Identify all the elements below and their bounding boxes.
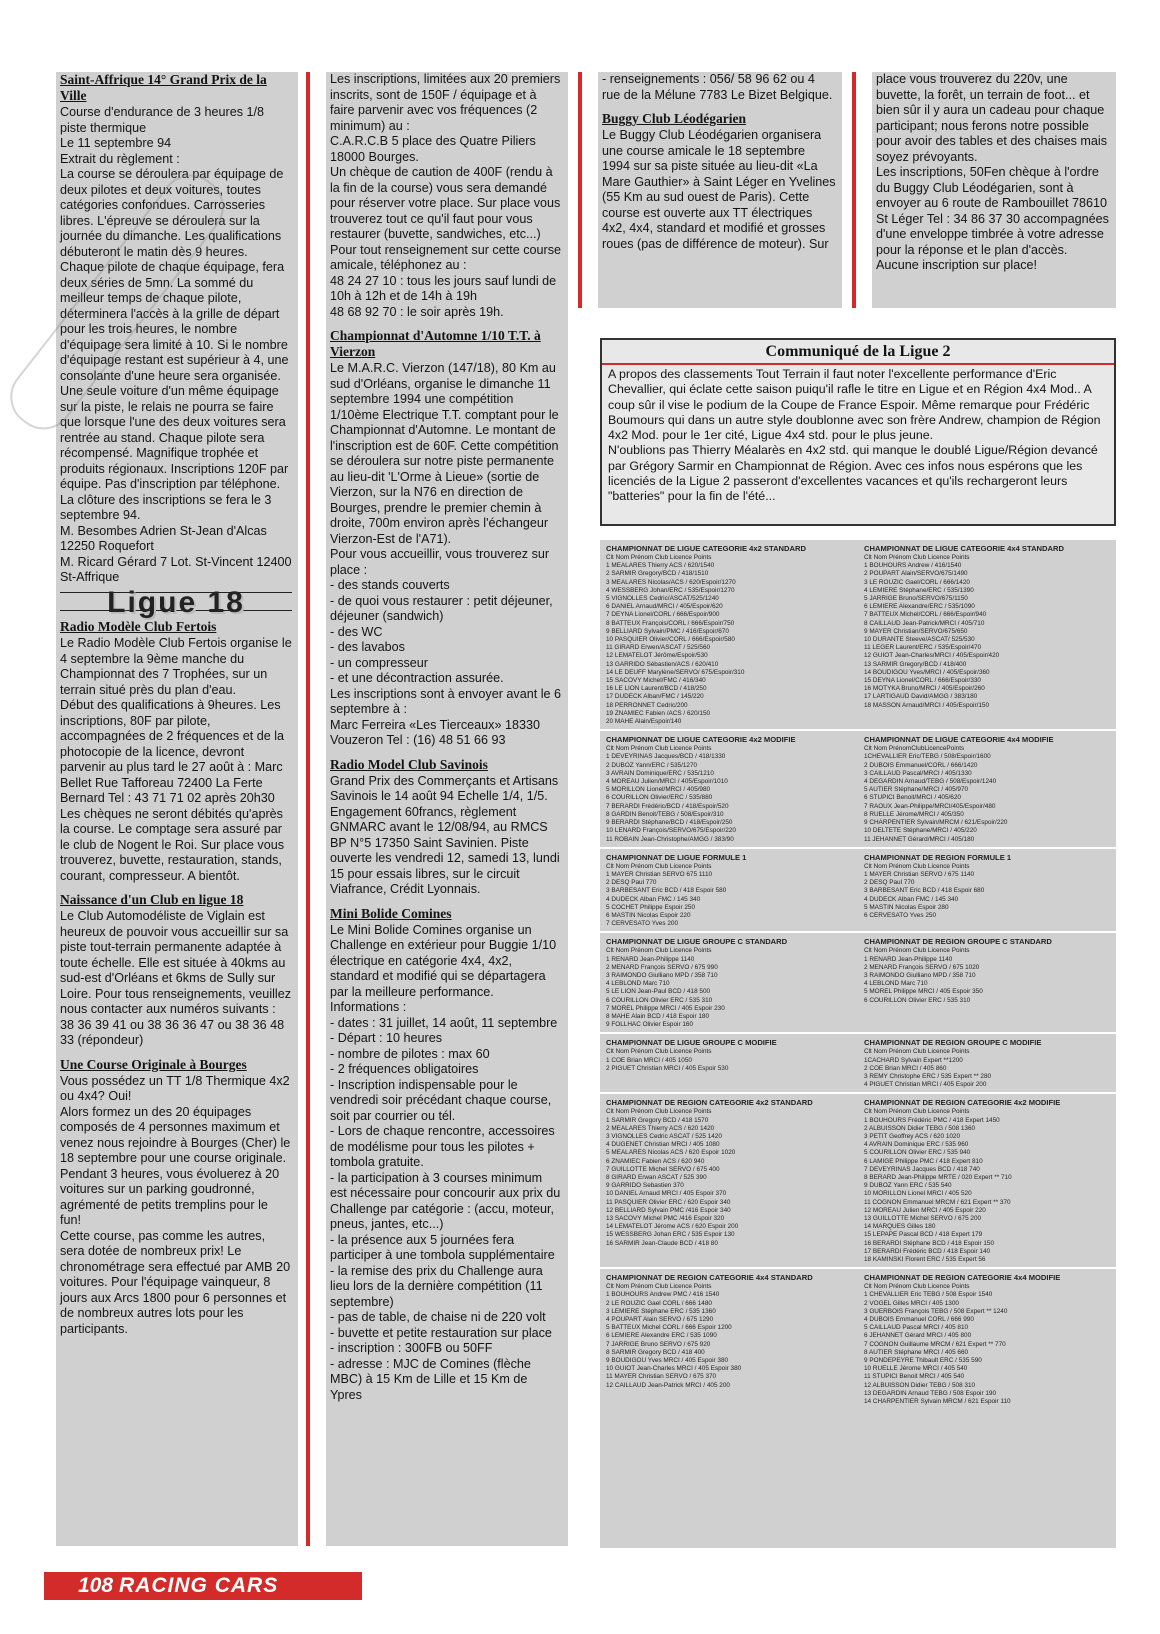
column-divider-1 <box>306 72 310 1546</box>
table-row: 5 MASTIN Nicolas Espoir 280 <box>864 903 949 911</box>
standings-table-title: CHAMPIONNAT DE LIGUE CATEGORIE 4x2 STANDARD <box>606 544 806 553</box>
standings-table <box>864 1034 1110 1089</box>
table-row: 1 MAYER Christian SERVO / 675 1140 <box>864 870 975 878</box>
table-row: 3 BARBESANT Eric BCD / 418 Espoir 680 <box>864 887 985 895</box>
section-body-vierzon <box>330 361 562 749</box>
paragraph: - Inscription indispensable pour le vendredi soir précédant chaque course, soit par courrier ou tél. <box>330 1077 552 1123</box>
table-row: 10 LENARD François/SERVO/675/Espoir/220 <box>606 827 736 835</box>
table-row: 2 POUPART Alain/SERVO/675/1490 <box>864 570 968 578</box>
section-body-leodegarien <box>602 128 836 252</box>
standings-table-title: CHAMPIONNAT DE REGION CATEGORIE 4x2 MODIFIE <box>864 1098 1061 1108</box>
table-row: 2 DUBOIS Emmanuel/CORL / 666/1420 <box>864 761 978 769</box>
standings-table-title: CHAMPIONNAT DE REGION CATEGORIE 4x4 STANDARD <box>606 1273 813 1283</box>
page-number: 108 <box>78 1574 114 1597</box>
standings-table-header: Clt Nom Prénom Club Licence Points <box>606 745 712 753</box>
standings-table <box>864 849 1110 929</box>
standings-table-title: CHAMPIONNAT DE LIGUE CATEGORIE 4x4 MODIFIE <box>864 735 1054 745</box>
table-row: 6 LEMIERE Alexandre ERC / 535 1090 <box>606 1332 717 1340</box>
table-row: 5 MOREL Philippe MRCI / 405 Espoir 350 <box>864 988 983 996</box>
paragraph: Grand Prix des Commerçants et Artisans Savinois le 14 août 94 Echelle 1/4, 1/5. <box>330 773 559 803</box>
table-row: 1 MEALARES Thierry ACS / 620/1540 <box>606 562 715 570</box>
table-row: 8 MAHE Alain BCD / 418 Espoir 180 <box>606 1012 710 1020</box>
table-row: 5 COCHET Philippe Espoir 250 <box>606 903 696 911</box>
section-title-leodegarien: Buggy Club Léodégarien <box>602 111 747 126</box>
table-row: 19 ZNAMIEC Fabien /ACS / 620/150 <box>606 709 711 717</box>
table-row: 12 CAILLAUD Jean-Patrick MRCI / 405 200 <box>606 1381 730 1389</box>
table-row: 11 PASQUIER Olivier ERC / 620 Espoir 340 <box>606 1198 731 1206</box>
standings-table-header: Clt Nom Prénom Club Licence Points <box>864 1108 970 1116</box>
table-row: 16 SARMIR Jean-Claude BCD / 418 80 <box>606 1239 718 1247</box>
table-row: 17 LARTIGAUD David/AMGG / 383/180 <box>864 693 978 701</box>
standings-table-header: Clt Nom Prénom Club Licence Points <box>606 1048 712 1056</box>
paragraph: M. Besombes Adrien St-Jean d'Alcas 12250 Roquefort <box>60 523 267 553</box>
paragraph: Le Club Automodéliste de Viglain est heureux de pouvoir vous accueillir sur sa piste tout-terrain permanente adaptée à toute échelle. Elle est située à 40kms au sud-est d'Orléans et 6kms de Sully sur Loire. Pour tous renseignements, veuillez nous contacter aux numéros suivants : <box>60 909 292 1016</box>
table-row: 10 PASQUIER Olivier/CORL / 666/Espoir/580 <box>606 636 735 644</box>
table-row: 6 LEMIERE Alexandre/ERC / 535/1090 <box>864 603 975 611</box>
table-row: 2 DESQ Paul 770 <box>864 879 915 887</box>
table-row: 6 MASTIN Nicolas Espoir 220 <box>606 911 691 919</box>
section-body-naissance-club <box>60 909 292 1049</box>
table-row: 15 WESSBERG Johan ERC / 535 Espoir 130 <box>606 1231 735 1239</box>
table-row: 2 MEALARES Thierry ACS / 620 1420 <box>606 1124 715 1132</box>
paragraph: Le Mini Bolide Comines organise un Challenge en extérieur pour Buggie 1/10 électrique en catégorie 4x4, 4x2, standard et modifié qui se départagera par la meilleure performance. <box>330 922 557 999</box>
standings-table-title: CHAMPIONNAT DE LIGUE FORMULE 1 <box>606 852 747 862</box>
table-row: 2 MENARD François SERVO / 675 1020 <box>864 963 980 971</box>
table-row: 12 ALBUISSON Didier TEBG / 508 310 <box>864 1381 976 1389</box>
table-row: 7 CERVESATO Yves 200 <box>606 920 678 928</box>
table-row: 4 DUBOIS Emmanuel CORL / 666 990 <box>864 1316 974 1324</box>
paragraph: La course se déroulera par équipage de deux pilotes et deux voitures, toutes catégories confondues. Carrosseries libres. L'épreuve se déroulera sur la journée du dimanche. Les qualifications débuteront le matin dès 9 heures. Chaque pilote de chaque équipage, fera deux séries de 5mn. La sommé du meilleur temps de chaque pilote, déterminera l'accès à la grille de départ pour les trois heures, le nombre d'équipage sera limité à 10. Si le nombre d'équipage restant est supérieur à 4, une consolante d'une heure sera organisée. Une seule voiture d'un même équipage sur la piste, le relais ne pourra se faire que lorsque l'une des deux voitures sera rentrée au stand. Chaque pilote sera récompensé. Magnifique trophée et produits régionaux. Inscriptions 120F par équipe. Pas d'inscription par téléphone. La clôture des inscriptions se fera le 3 septembre 94. <box>60 167 289 522</box>
standings-table-header: Clt Nom Prénom Club Licence Points <box>864 1283 970 1291</box>
table-row: 11 ROBAIN Jean-Christophe/AMGG / 383/90 <box>606 835 734 843</box>
table-row: 9 PONDEPEYRE Thibault ERC / 535 590 <box>864 1357 982 1365</box>
table-row: 1 RENARD Jean-Philippe 1140 <box>864 955 953 963</box>
table-row: 8 SARMIR Gregory BCD / 418 400 <box>606 1348 705 1356</box>
paragraph: Marc Ferreira «Les Tierceaux» 18330 Vouzeron Tel : (16) 48 51 66 93 <box>330 717 540 747</box>
standings-table-title: CHAMPIONNAT DE REGION FORMULE 1 <box>864 852 1012 862</box>
standings-table-header: Clt Nom Prénom Club Licence Points <box>864 947 970 955</box>
section-body-bourges-continued <box>330 72 562 320</box>
paragraph: 38 36 39 41 ou 38 36 36 47 ou 38 36 48 33 (répondeur) <box>60 1017 285 1047</box>
table-row: 3 REMY Christophe ERC / 535 Expert ** 280 <box>864 1072 992 1080</box>
standings-table <box>864 1094 1110 1264</box>
table-row: 4 WESSBERG Johan/ERC / 535/Espoir/1270 <box>606 586 735 594</box>
table-row: 12 GUIOT Jean-Charles/MRCI / 405/Espoir/420 <box>864 652 1000 660</box>
paragraph: Les inscriptions, limitées aux 20 premiers inscrits, sont de 150F / équipage et à faire parvenir avec vos fréquences (2 minimum) au : <box>330 72 561 133</box>
paragraph: Le M.A.R.C. Vierzon (147/18), 80 Km au sud d'Orléans, organise le dimanche 11 septembre 1994 une compétition 1/10ème Electrique T.T. comptant pour le Championnat d'Automne. Le montant de l'inscription est de 60F. Cette compétition se déroulera sur notre piste permanente au lieu-dit 'L'Orme à Lieue» (sortie de Vierzon, sur la N76 en direction de Bourges, prendre le premier chemin à droite, 700m environ après l'échangeur Vierzon-Est de l'A71). <box>330 361 559 546</box>
standings-table-header: Clt Nom Prénom Club Licence Points <box>864 862 970 870</box>
table-row: 3 CAILLAUD Pascal/MRCI / 405/1330 <box>864 769 972 777</box>
paragraph: - et une décontraction assurée. <box>330 671 504 685</box>
standings-table <box>606 731 852 843</box>
table-row: 5 COURILLON Olivier ERC / 535 940 <box>864 1149 971 1157</box>
table-row: 5 JARRIGE Bruno/SERVO/675/1150 <box>864 595 968 603</box>
paragraph: C.A.R.C.B 5 place des Quatre Piliers 18000 Bourges. <box>330 134 536 164</box>
table-row: 10 DANIEL Arnaud MRCI / 405 Espoir 370 <box>606 1190 727 1198</box>
table-row: 5 MEALARES Nicolas ACS / 620 Espoir 1020 <box>606 1149 736 1157</box>
table-row: 6 DANIEL Arnaud/MRCI / 405/Espoir/620 <box>606 603 723 611</box>
paragraph: - de quoi vous restaurer : petit déjeuner, déjeuner (sandwich) <box>330 593 553 623</box>
table-row: 2 COE Brian MRCI / 405 860 <box>864 1064 947 1072</box>
table-row: 8 RUELLE Jérome/MRCI / 405/350 <box>864 810 964 818</box>
paragraph: 48 68 92 70 : le soir après 19h. <box>330 304 504 319</box>
table-row: 1 BOUHOURS Andrew PMC / 416 1540 <box>606 1291 720 1299</box>
standings-table-header: Clt Nom Prénom Club Licence Points <box>864 554 970 561</box>
table-row: 8 AUTIER Stéphane MRCI / 405 660 <box>864 1348 969 1356</box>
paragraph: N'oublions pas Thierry Méalarès en 4x2 std. qui manque le doublé Ligue/Région devancé par Grégory Sarmir en Championnat de Région. Avec ces infos nous espérons que les licenciés de la Ligue 2 passeront d'excellentes vacances et qu'ils rechargeront leurs "batteries" pour la fin de l'été... <box>608 443 1098 504</box>
table-row: 7 GUILLOTTE Michel SERVO / 675 400 <box>606 1165 720 1173</box>
table-row: 8 BATTEUX François/CORL / 666/Espoir/750 <box>606 619 735 627</box>
table-row: 4 MOREAU Julien/MRCI / 405/Espoir/1010 <box>606 778 728 786</box>
standings-table-title: CHAMPIONNAT DE REGION GROUPE C MODIFIE <box>864 1038 1042 1048</box>
table-row: 5 CAILLAUD Pascal MRCI / 405 810 <box>864 1324 969 1332</box>
table-row: 13 SARMIR Gregory/BCD / 418/400 <box>864 660 967 668</box>
standings-grid <box>606 540 1110 1406</box>
table-row: 9 MAYER Christian/SERVO/675/650 <box>864 627 968 635</box>
paragraph: Pour vous accueillir, vous trouverez sur place : <box>330 547 550 577</box>
section-title-comines: Mini Bolide Comines <box>330 905 452 921</box>
section-body-comines-continued <box>602 72 836 103</box>
standings-table-header: Clt Nom Prénom Club Licence Points <box>606 1108 712 1116</box>
table-row: 4 LEBLOND Marc 710 <box>864 980 928 988</box>
section-title-fertois: Radio Modèle Club Fertois <box>60 619 217 634</box>
table-row: 11 LEGER Laurent/ERC / 535/Espoir/470 <box>864 644 982 652</box>
standings-table <box>864 933 1110 1029</box>
table-row: 6 CERVESATO Yves 250 <box>864 911 936 919</box>
table-row: 8 GARDIN Benoit/TEBG / 508/Espoir/310 <box>606 810 724 818</box>
table-row: 4 PIGUET Christian MRCI / 405 Espoir 200 <box>864 1081 987 1089</box>
table-row: 4 DUDECK Alban FMC / 145 340 <box>606 895 701 903</box>
paragraph: Le Radio Modèle Club Fertois organise le 4 septembre la 9ème manche du Championnat des 7 Trophées, sur un terrain situé près du plan d'eau. <box>60 636 292 697</box>
table-row: 6 LAMIGE Philippe PMC / 418 Expert 810 <box>864 1157 983 1165</box>
standings-table-header: Clt Nom Prénom Club Licence Points <box>606 862 712 870</box>
ligue-18-heading: Ligue 18 <box>60 592 292 612</box>
table-row: 4 DUGENET Christian MRCI / 405 1080 <box>606 1141 720 1149</box>
table-row: 9 CHARPENTIER Sylvain/MRCM / 621/Espoir/220 <box>864 819 1008 827</box>
standings-panel <box>600 540 1116 1548</box>
table-row: 2 ALBUISSON Didier TEBG / 508 1360 <box>864 1124 976 1132</box>
table-row: 1 SARMIR Gregory BCD / 418 1570 <box>606 1116 709 1124</box>
paragraph: Engagement 60francs, règlement GNMARC avant le 12/08/94, au RMCS BP N°5 17350 Saint Savinien. Piste ouverte les vendredi 12, samedi 13, lundi 15 pour essais libres, sur le circuit Viafrance, Crédit Lyonnais. <box>330 804 560 896</box>
table-row: 1 MAYER Christian SERVO 675 1110 <box>606 870 713 878</box>
table-row: 2 PIGUET Christian MRCI / 405 Espoir 530 <box>606 1064 729 1072</box>
section-title-savinois: Radio Model Club Savinois <box>330 756 488 772</box>
table-row: 3 PETIT Geoffrey ACS / 620 1020 <box>864 1132 961 1140</box>
table-row: 5 MORILLON Lionel/MRCI / 405/980 <box>606 786 711 794</box>
paragraph: - la présence aux 5 journées fera participer à une tombola supplémentaire <box>330 1232 555 1262</box>
paragraph: Pendant 3 heures, vous évoluerez à 20 voitures sur un parking goudronné, agrémenté de petits tremplins pour le fun! <box>60 1166 280 1227</box>
table-row: 5 AUTIER Stéphane/MRCI / 405/970 <box>864 786 969 794</box>
table-row: 14 CHARPENTIER Sylvain MRCM / 621 Espoir 110 <box>864 1398 1011 1406</box>
table-row: 18 PERRONNET Cedric/200 <box>606 701 688 709</box>
table-row: 12 LEMATELOT Jérôme/Espoir/530 <box>606 652 708 660</box>
paragraph: Le 11 septembre 94 <box>60 136 172 150</box>
standings-table-title: CHAMPIONNAT DE LIGUE GROUPE C MODIFIE <box>606 1038 777 1048</box>
table-row: 9 GARRIDO Sebastien 370 <box>606 1182 684 1190</box>
table-row: 7 MOREL Philippe MRCI / 405 Espoir 230 <box>606 1004 725 1012</box>
paragraph: Les inscriptions sont à envoyer avant le 6 septembre à : <box>330 686 562 716</box>
paragraph: - adresse : MJC de Comines (flèche MBC) à 15 Km de Lille et 15 Km de Ypres <box>330 1356 531 1402</box>
table-row: 3 RAIMONDO Giulliano MPD / 358 710 <box>864 971 976 979</box>
table-row: 7 DEVEYRINAS Jacques BCD / 418 740 <box>864 1165 980 1173</box>
section-title-vierzon: Championnat d'Automne 1/10 T.T. à Vierzon <box>330 328 541 359</box>
magazine-name: RACING CARS <box>119 1574 279 1597</box>
paragraph: M. Ricard Gérard 7 Lot. St-Vincent 12400 St-Affrique <box>60 554 292 584</box>
table-row: 16 BERARDI Stéphane BCD / 418 Espoir 150 <box>864 1239 995 1247</box>
table-row: 13 SACOVY Michel PMC /416 Espoir 320 <box>606 1215 725 1223</box>
standings-table-header: Clt Nom Prénom Club Licence Points <box>606 1283 712 1291</box>
paragraph: - renseignements : 056/ 58 96 62 ou 4 rue de la Mélune 7783 Le Bizet Belgique. <box>602 72 833 102</box>
paragraph: A propos des classements Tout Terrain il faut noter l'excellente performance d'Eric Chevallier, qui éclate cette saison puiqu'il rafle le titre en Ligue et en Région 4x4 Mod.. A coup sûr il vise le podium de la Coupe de France Espoir. Même remarque pour Frédéric Boumours qui dans un autre style doublonne avec son frère Andrew, champion de Région 4x2 Mod. pour le 1er cité, Ligue 4x4 std. pour le plus jeune. <box>608 367 1101 443</box>
paragraph: - dates : 31 juillet, 14 août, 11 septembre <box>330 1015 558 1030</box>
table-row: 9 BOUDIGOU Yves MRCI / 405 Espoir 380 <box>606 1357 729 1365</box>
standings-table <box>864 540 1110 726</box>
table-row: 2 DUBOZ Yann/ERC / 535/1270 <box>606 761 698 769</box>
table-row: 10 GUIOT Jean-Charles MRCI / 405 Espoir 380 <box>606 1365 742 1373</box>
table-row: 4 POUPART Alain SERVO / 675 1290 <box>606 1316 714 1324</box>
paragraph: place vous trouverez du 220v, une buvette, la forêt, un terrain de foot... et bien sûr il y aura un cadeau pour chaque participant; nous ferons notre possible pour avoir des tables et des chaises mais soyez prévoyants. <box>876 72 1108 164</box>
table-row: 10 DURANTE Steeve/ASCAT/ 525/530 <box>864 636 975 644</box>
table-row: 7 DEYNA Lionel/CORL / 666/Espoir/900 <box>606 611 720 619</box>
table-row: 1 BOUHOURS Andrew / 416/1540 <box>864 562 962 570</box>
table-row: 13 GARRIDO Sébastien/ACS / 620/410 <box>606 660 719 668</box>
table-row: 7 JARRIGE Bruno SERVO / 675 920 <box>606 1340 711 1348</box>
table-row: 20 MAHE Alain/Espoir/140 <box>606 718 682 726</box>
table-row: 17 BERARDI Frédéric BCD / 418 Espoir 140 <box>864 1247 991 1255</box>
paragraph: Course d'endurance de 3 heures 1/8 piste thermique <box>60 105 265 135</box>
standings-table-title: CHAMPIONNAT DE LIGUE CATEGORIE 4x4 STANDARD <box>864 544 1064 553</box>
table-row: 6 COURILLON Olivier/ERC / 535/880 <box>606 794 713 802</box>
table-row: 2 DESQ Paul 770 <box>606 879 657 887</box>
standings-table-header: Clt Nom Prénom Club Licence Points <box>606 947 712 955</box>
communique-text <box>608 367 1108 505</box>
table-row: 15 SACOVY Michel/FMC / 416/340 <box>606 677 706 685</box>
paragraph: Cette course, pas comme les autres, sera dotée de nombreux prix! Le chronométrage sera effectué par AMB 20 voitures. Pour l'équipage vainqueur, 8 jours aux Arcs 1800 pour 6 personnes et de nombreux autres lots pour les participants. <box>60 1228 291 1336</box>
section-body-fertois <box>60 636 292 884</box>
standings-table-title: CHAMPIONNAT DE REGION CATEGORIE 4x4 MODIFIE <box>864 1273 1061 1283</box>
table-row: 6 JEHANNET Gérard MRCI / 405 800 <box>864 1332 972 1340</box>
section-title-saint-affrique: Saint-Affrique 14° Grand Prix de la Ville <box>60 72 267 103</box>
table-row: 4 AVRAIN Dominique ERC / 535 960 <box>864 1141 969 1149</box>
table-row: 7 RAOUX Jean-Philippe/MRCI/405/Espoir/480 <box>864 802 996 810</box>
table-row: 11 STUPICI Benoit MRCI / 405 540 <box>864 1373 965 1381</box>
table-row: 18 MASSON Arnaud/MRCI / 405/Espoir/150 <box>864 701 990 709</box>
paragraph: Vous possédez un TT 1/8 Thermique 4x2 ou 4x4? Oui! <box>60 1073 290 1103</box>
page-footer <box>44 1572 362 1600</box>
paragraph: - des lavabos <box>330 640 405 654</box>
table-row: 13 DEGARDIN Arnaud TEBG / 508 Espoir 190 <box>864 1389 997 1397</box>
paragraph: Le Buggy Club Léodégarien organisera une course amicale le 18 septembre 1994 sur sa piste située au lieu-dit «La Mare Gauthier» à Saint Léger en Yvelines (55 Km au sud ouest de Paris). Cette course est ouverte aux TT électriques 4x2, 4x4, standard et modifié et grosses roues (pas de différence de moteur). Sur <box>602 128 836 251</box>
table-row: 12 MOREAU Julien MRCI / 405 Espoir 220 <box>864 1206 986 1214</box>
column-4 <box>872 72 1116 308</box>
table-row: 3 MEALARES Nicolas/ACS / 620/Espoir/1270 <box>606 578 736 586</box>
standings-table <box>606 849 852 929</box>
table-row: 3 LE ROUZIC Gael/CORL / 666/1420 <box>864 578 970 586</box>
paragraph: - Lors de chaque rencontre, accessoires de modélisme pour tous les pilotes + tombola gratuite. <box>330 1124 555 1169</box>
table-row: 11 COGNON Emmanuel MRCM / 621 Expert ** 370 <box>864 1198 1011 1206</box>
table-row: 3 RAIMONDO Giulliano MPD / 358 710 <box>606 971 718 979</box>
standings-table-header: Clt Nom Prénom Club Licence Points <box>864 1048 970 1056</box>
table-row: 14 BOUDIGOU Yves/MRCI / 405/Espoir/360 <box>864 668 990 676</box>
paragraph: Extrait du règlement : <box>60 151 180 166</box>
table-row: 11 GIRARD Erwen/ASCAT / 525/560 <box>606 644 711 652</box>
paragraph: - 2 fréquences obligatoires <box>330 1062 479 1076</box>
column-2 <box>326 72 568 1546</box>
table-row: 1 COE Brian MRCI / 405 1050 <box>606 1056 692 1064</box>
table-row: 5 VIGNOLLES Cedric/ASCAT/525/1240 <box>606 595 719 603</box>
section-title-course-originale: Une Course Originale à Bourges <box>60 1056 247 1072</box>
standings-table-title: CHAMPIONNAT DE LIGUE CATEGORIE 4x2 MODIFIE <box>606 735 796 745</box>
table-row: 10 MORILLON Lionel MRCI / 405 520 <box>864 1190 972 1198</box>
table-row: 18 KAMINSKI Florent ERC / 535 Expert 56 <box>864 1256 986 1264</box>
table-row: 1 BOUHOURS Frédéric PMC / 418 Expert 1450 <box>864 1116 1000 1124</box>
table-row: 9 BELLIARD Sylvain/PMC / 416/Espoir/670 <box>606 627 729 635</box>
standings-table-header: Clt Nom Prénom Club Licence Points <box>606 554 712 561</box>
table-row: 12 BELLIARD Sylvain PMC /416 Espoir 340 <box>606 1206 731 1214</box>
table-row: 1 DEVEYRINAS Jacques/BCD / 418/1330 <box>606 753 726 761</box>
table-row: 3 LEMIERE Stéphane ERC / 535 1360 <box>606 1307 716 1315</box>
table-row: 13 GUILLOTTE Michel SERVO / 675 200 <box>864 1215 982 1223</box>
paragraph: - des WC <box>330 624 383 639</box>
table-row: 7 BERARDI Frédéric/BCD / 418/Espoir/520 <box>606 802 729 810</box>
table-row: 6 COURILLON Olivier ERC / 535 310 <box>864 996 971 1004</box>
table-row: 3 GUERBOIS François TEBG / 508 Expert ** 1240 <box>864 1307 1008 1315</box>
standings-table <box>606 1094 852 1264</box>
table-row: 15 DEYNA Lionel/CORL / 666/Espoir/330 <box>864 677 981 685</box>
table-row: 3 BARBESANT Eric BCD / 418 Espoir 580 <box>606 887 727 895</box>
table-row: 15 LEPAPE Pascal BCD / 418 Expert 179 <box>864 1231 983 1239</box>
paragraph: Les inscriptions, 50Fen chèque à l'ordre du Buggy Club Léodégarien, sont à envoyer au 6 route de Rambouillet 78610 St Léger Tel : 34 86 37 30 accompagnées d'une enveloppe timbrée à votre adresse pour la réponse et le plan d'accès. Aucune inscription sur place! <box>876 165 1109 272</box>
paragraph: - pas de table, de chaise ni de 220 volt <box>330 1310 546 1324</box>
table-row: 10 DELTETE Stéphane/MRCI / 405/220 <box>864 827 977 835</box>
section-title-naissance-club: Naissance d'un Club en ligue 18 <box>60 892 244 907</box>
column-divider-3 <box>852 72 856 308</box>
paragraph: Informations : <box>330 1000 407 1014</box>
table-row: 2 LE ROUZIC Gael CORL / 666 1480 <box>606 1299 712 1307</box>
table-row: 11 JEHANNET Gérard/MRCI / 405/180 <box>864 835 975 843</box>
table-row: 1CACHARD Sylvain Expert **1200 <box>864 1056 963 1064</box>
communique-title: Communiqué de la Ligue 2 <box>602 342 1114 365</box>
table-row: 3 VIGNOLLES Cedric ASCAT / 525 1420 <box>606 1132 722 1140</box>
table-row: 7 BATTEUX Michel/CORL / 666/Espoir/940 <box>864 611 987 619</box>
standings-table <box>606 1269 852 1406</box>
table-row: 8 CAILLAUD Jean-Patrick/MRCI / 405/710 <box>864 619 985 627</box>
paragraph: Les chèques ne seront débités qu'après la course. Le comptage sera assuré par le club de Nogent le Roi. Sur place vous trouverez, buvette, restauration, stands, courant, compresseur. A bientôt. <box>60 806 285 883</box>
communique-box <box>600 338 1116 526</box>
table-row: 14 MARQUES Gilles 180 <box>864 1223 936 1231</box>
column-3 <box>598 72 842 308</box>
table-row: 16 MOTYKA Bruno/MRCI / 405/Espoir/260 <box>864 685 985 693</box>
paragraph: - inscription : 300FB ou 50FF <box>330 1341 493 1355</box>
table-row: 6 STUPICI Benoit/MRCI / 405/620 <box>864 794 961 802</box>
table-row: 6 ZNAMIEC Fabien ACS / 620 940 <box>606 1157 705 1165</box>
section-body-comines <box>330 923 562 1404</box>
column-divider-2 <box>578 72 582 308</box>
paragraph: - buvette et petite restauration sur place <box>330 1325 552 1340</box>
table-row: 4 LEBLOND Marc 710 <box>606 980 670 988</box>
table-row: 4 DEGARDIN Arnaud/TEBG / 508/Espoir/1240 <box>864 778 997 786</box>
table-row: 7 COGNON Guillaume MRCM / 621 Expert ** 770 <box>864 1340 1006 1348</box>
table-row: 6 COURILLON Olivier ERC / 535 310 <box>606 996 713 1004</box>
table-row: 9 BERARDI Stéphane/BCD / 418/Espoir/250 <box>606 819 733 827</box>
standings-table-title: CHAMPIONNAT DE LIGUE GROUPE C STANDARD <box>606 937 788 947</box>
table-row: 8 BERARD Jean-Philippe MRTE / 020 Expert ** 710 <box>864 1174 1012 1181</box>
standings-table <box>864 1269 1110 1406</box>
standings-table-header: Clt Nom PrénomClubLicencePoints <box>864 745 965 753</box>
table-row: 9 FOLLHAC Olivier Espoir 160 <box>606 1021 694 1029</box>
paragraph: - un compresseur <box>330 655 428 670</box>
table-row: 8 GIRARD Erwan ASCAT / 525 390 <box>606 1174 707 1181</box>
table-row: 2 MENARD François SERVO / 675 990 <box>606 963 718 971</box>
standings-table <box>606 540 852 726</box>
paragraph: 48 24 27 10 : tous les jours sauf lundi de 10h à 12h et de 14h à 19h <box>330 273 557 303</box>
table-row: 16 LE LION Laurent/BCD / 418/250 <box>606 685 707 693</box>
table-row: 1CHEVALLIER Eric/TEBG / 508/Espoir/1600 <box>864 753 991 761</box>
table-row: 5 BATTEUX Michel CORL / 666 Espoir 1200 <box>606 1324 732 1332</box>
standings-table-title: CHAMPIONNAT DE REGION GROUPE C STANDARD <box>864 937 1052 947</box>
section-body-savinois <box>330 774 562 898</box>
paragraph: - Départ : 10 heures <box>330 1031 443 1045</box>
paragraph: - des stands couverts <box>330 578 450 592</box>
table-row: 3 AVRAIN Dominique/ERC / 535/1210 <box>606 769 714 777</box>
section-body-course-originale <box>60 1074 292 1338</box>
table-row: 9 DUBOZ Yann ERC / 535 540 <box>864 1182 952 1190</box>
standings-table <box>606 1034 852 1089</box>
table-row: 1 CHEVALLIER Eric TEBG / 508 Espoir 1540 <box>864 1291 993 1299</box>
table-row: 1 RENARD Jean-Philippe 1140 <box>606 955 695 963</box>
paragraph: Un chèque de caution de 400F (rendu à la fin de la course) vous sera demandé pour réserver votre place. Sur place vous trouverez tout ce qu'il faut pour vous restaurer (buvette, sandwiches, etc...) Pour tout renseignement sur cette course amicale, téléphonez au : <box>330 165 562 272</box>
standings-table <box>864 731 1110 843</box>
table-row: 14 LEMATELOT Jérome ACS / 620 Espoir 200 <box>606 1223 739 1231</box>
table-row: 5 LE LION Jean-Paul BCD / 418 500 <box>606 988 711 996</box>
paragraph: Début des qualifications à 9heures. Les inscriptions, 80F par pilote, accompagnées de 2 fréquences et de la photocopie de la licence, devront parvenir au plus tard le 27 août à : Marc Bellet Rue Tafforeau 72400 La Ferte Bernard Tel : 43 71 71 02 après 20h30 <box>60 698 285 805</box>
paragraph: - la remise des prix du Challenge aura lieu lors de la dernière compétition (11 septembre) <box>330 1263 543 1309</box>
table-row: 4 DUDECK Alban FMC / 145 340 <box>864 895 959 903</box>
paragraph: Alors formez un des 20 équipages composés de 4 personnes maximum et venez nous rejoindre à Bourges (Cher) le 18 septembre pour une course originale. <box>60 1104 291 1165</box>
section-body-leodegarien-continued <box>876 72 1110 274</box>
table-row: 17 DUDECK Alban/FMC / 145/220 <box>606 693 704 701</box>
table-row: 10 RUELLE Jérome MRCI / 405 540 <box>864 1365 968 1373</box>
table-row: 14 LE DEUFF Marylène/SERVO/ 675/Espoir/310 <box>606 668 745 676</box>
table-row: 4 LEMIERE Stéphane/ERC / 535/1390 <box>864 586 974 594</box>
paragraph: - la participation à 3 courses minimum est nécessaire pour concourir aux prix du Challenge par catégorie : (accu, moteur, pneus, jantes, etc...) <box>330 1170 561 1231</box>
paragraph: - nombre de pilotes : max 60 <box>330 1046 490 1061</box>
table-row: 2 SARMIR Gregory/BCD / 418/1510 <box>606 570 709 578</box>
table-row: 11 MAYER Christian SERVO / 675 370 <box>606 1373 717 1381</box>
table-row: 2 VOGEL Gilles MRCI / 405 1300 <box>864 1299 959 1307</box>
standings-table-title: CHAMPIONNAT DE REGION CATEGORIE 4x2 STANDARD <box>606 1098 813 1108</box>
standings-table <box>606 933 852 1029</box>
